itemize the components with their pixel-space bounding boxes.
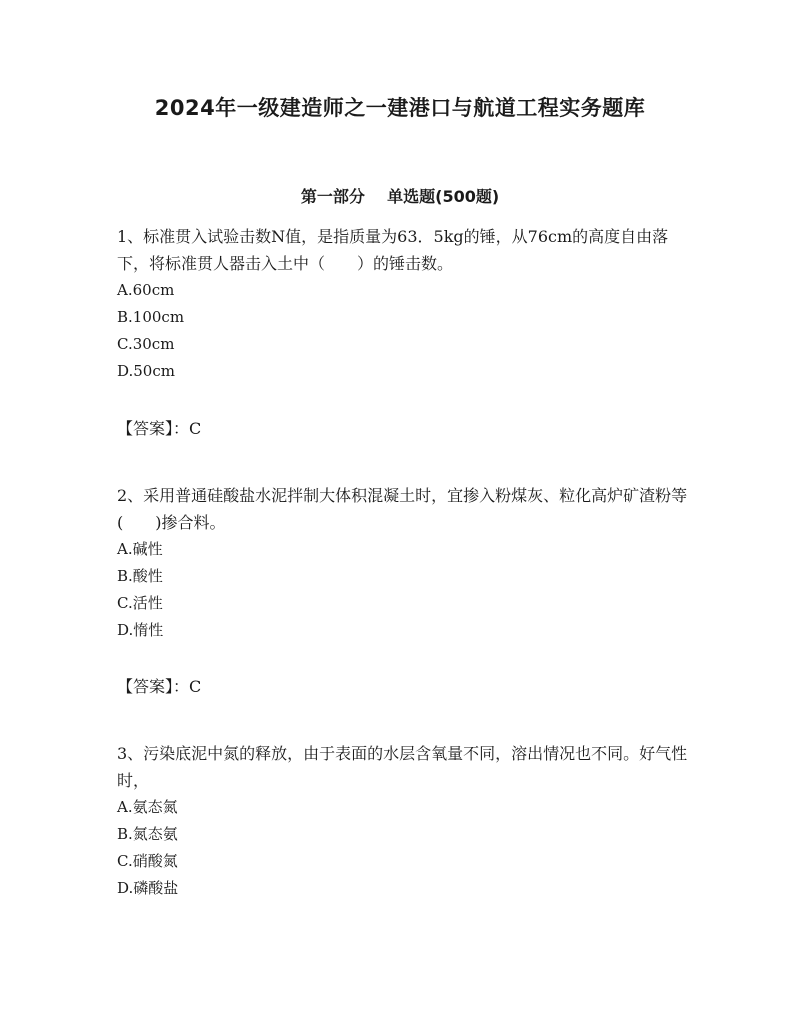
answer-1: 【答案】：C (117, 419, 202, 438)
option-b: B.氮态氨 (117, 825, 178, 843)
option-d: D.50cm (117, 362, 175, 380)
option-b: B.100cm (117, 308, 185, 326)
section-title: 第一部分 单选题(500题) (300, 187, 500, 206)
document-title: 2024年一级建造师之一建港口与航道工程实务题库 (154, 96, 646, 120)
option-c: C.30cm (117, 335, 175, 353)
option-a: A.氨态氮 (117, 798, 178, 816)
option-d: D.惰性 (117, 621, 164, 639)
option-c: C.硝酸氮 (117, 852, 178, 870)
question-2 (117, 482, 697, 644)
question-stem: 2、采用普通硅酸盐水泥拌制大体积混凝土时，宜掺入粉煤灰、粒化高炉矿渣粉等( )掺合料。 (117, 486, 688, 532)
question-1 (117, 223, 697, 385)
question-3 (117, 740, 697, 902)
option-a: A.碱性 (117, 540, 163, 558)
option-c: C.活性 (117, 594, 163, 612)
option-b: B.酸性 (117, 567, 163, 585)
question-stem: 1、标准贯入试验击数N值，是指质量为63．5kg的锤，从76cm的高度自由落下，将标准贯人器击入土中（ ）的锤击数。 (117, 227, 669, 273)
option-d: D.磷酸盐 (117, 879, 179, 897)
question-stem: 3、污染底泥中氮的释放，由于表面的水层含氧量不同，溶出情况也不同。好气性时， (117, 744, 688, 790)
answer-2: 【答案】：C (117, 677, 202, 696)
option-a: A.60cm (117, 281, 175, 299)
